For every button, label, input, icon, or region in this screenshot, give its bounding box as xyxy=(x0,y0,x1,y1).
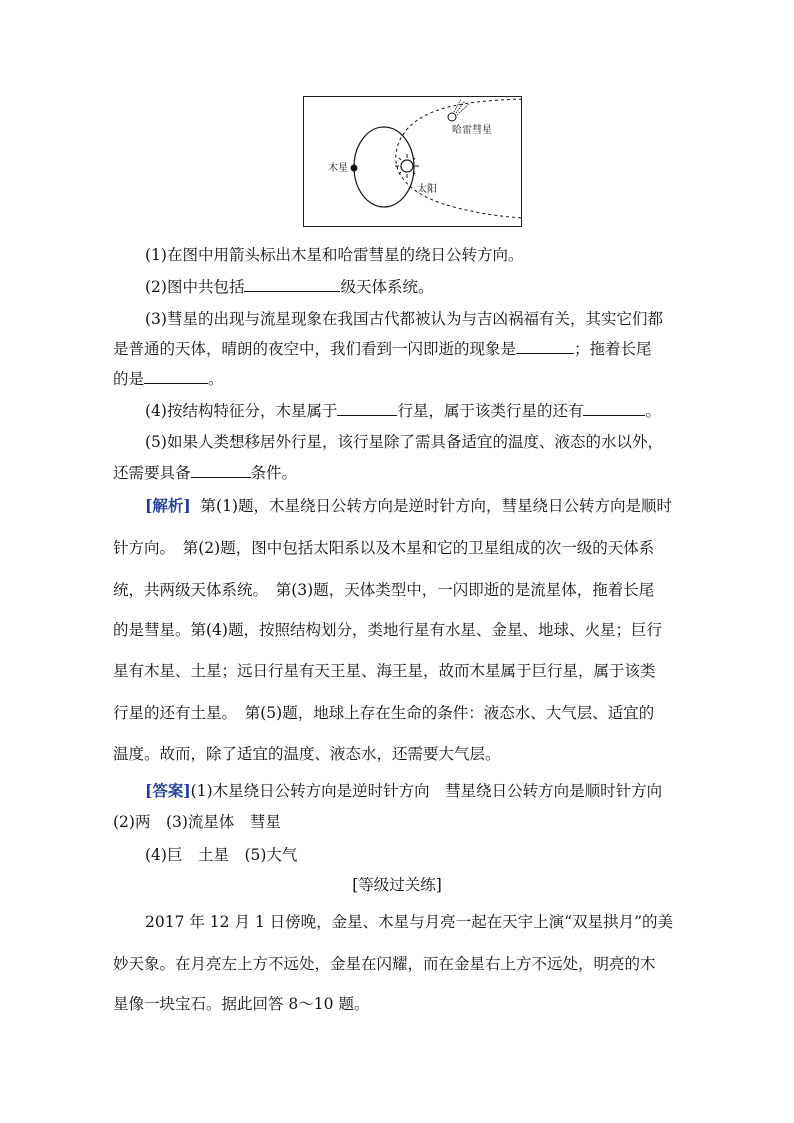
analysis-line-1: [解析] 第(1)题，木星绕日公转方向是逆时针方向，彗星绕日公转方向是顺时 xyxy=(145,496,672,515)
question-3-line-1: (3)彗星的出现与流星现象在我国古代都被认为与吉凶祸福有关，其实它们都 xyxy=(145,310,663,328)
answer-blank[interactable] xyxy=(583,400,645,416)
answer-blank[interactable] xyxy=(337,400,397,416)
question-3-line-2: 是普通的天体，晴朗的夜空中，我们看到一闪即逝的现象是 ；拖着长尾 xyxy=(113,340,652,358)
section-line-2: 妙天象。在月亮左上方不远处，金星在闪耀，而在金星右上方不远处，明亮的木 xyxy=(113,955,656,973)
question-5-line-1: (5)如果人类想移居外行星，该行星除了需具备适宜的温度、液态的水以外， xyxy=(145,433,663,451)
analysis-line-4: 的是彗星。第(4)题，按照结构划分，类地行星有水星、金星、地球、火星；巨行 xyxy=(113,621,662,639)
comet-icon xyxy=(448,99,469,121)
question-4: (4)按结构特征分，木星属于 行星，属于该类行星的还有 。 xyxy=(145,402,661,420)
analysis-line-2: 针方向。 第(2)题，图中包括太阳系以及木星和它的卫星组成的次一级的天体系 xyxy=(113,539,655,557)
section-line-3: 星像一块宝石。据此回答 8～10 题。 xyxy=(113,995,370,1013)
analysis-tag: [解析] xyxy=(145,496,191,515)
question-3-line-3: 的是 。 xyxy=(113,370,224,388)
sun-icon xyxy=(395,154,419,178)
answer-line-2: (2)两 (3)流星体 彗星 xyxy=(113,813,281,831)
analysis-line-3: 统，共两级天体系统。 第(3)题，天体类型中，一闪即逝的是流星体，拖着长尾 xyxy=(113,581,655,599)
analysis-line-5: 星有木星、土星；远日行星有天王星、海王星，故而木星属于巨行星，属于该类 xyxy=(113,662,656,680)
question-1: (1)在图中用箭头标出木星和哈雷彗星的绕日公转方向。 xyxy=(145,246,524,264)
comet-label: 哈雷彗星 xyxy=(452,125,492,136)
sun-label: 太阳 xyxy=(417,184,437,195)
jupiter-label: 木星 xyxy=(328,163,348,174)
analysis-line-6: 行星的还有土星。 第(5)题，地球上存在生命的条件：液态水、大气层、适宜的 xyxy=(113,704,655,722)
answer-blank[interactable] xyxy=(516,338,574,354)
answer-blank[interactable] xyxy=(244,276,340,292)
answer-blank[interactable] xyxy=(191,462,251,478)
jupiter-dot xyxy=(351,165,358,172)
orbit-diagram xyxy=(303,96,522,227)
question-5-line-2: 还需要具备 条件。 xyxy=(113,464,298,482)
jupiter-orbit xyxy=(354,127,414,207)
answer-blank[interactable] xyxy=(144,368,208,384)
question-2: (2)图中共包括 级天体系统。 xyxy=(145,278,434,296)
analysis-line-7: 温度。故而，除了适宜的温度、液态水，还需要大气层。 xyxy=(113,745,501,763)
answer-tag: [答案] xyxy=(145,781,191,800)
section-line-1: 2017 年 12 月 1 日傍晚，金星、木星与月亮一起在天宇上演“双星拱月”的美 xyxy=(145,913,674,931)
answer-line-3: (4)巨 土星 (5)大气 xyxy=(145,846,298,864)
section-title: [等级过关练] xyxy=(352,876,442,894)
answer-line-1: [答案](1)木星绕日公转方向是逆时针方向 彗星绕日公转方向是顺时针方向 xyxy=(145,781,663,800)
